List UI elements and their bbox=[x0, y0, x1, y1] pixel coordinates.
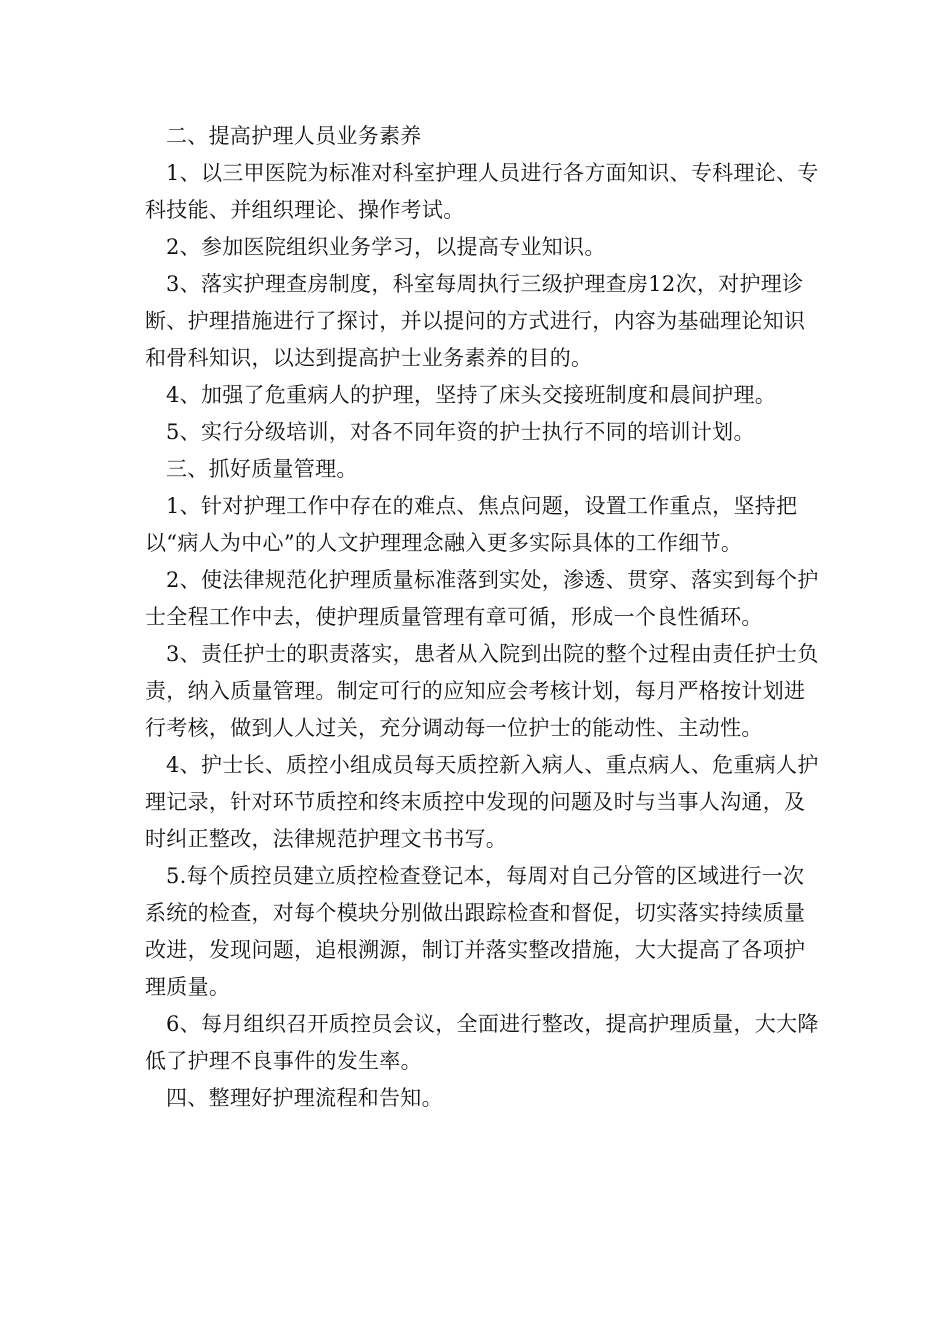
section-heading-4: 四、整理好护理流程和告知。 bbox=[166, 1086, 443, 1110]
paragraph-2-2: 2、参加医院组织业务学习，以提高专业知识。 bbox=[166, 235, 606, 259]
paragraph-2-3: 3、落实护理查房制度，科室每周执行三级护理查房12次，对护理诊断、护理措施进行了探讨，并以提问的方式进行，内容为基础理论知识和骨科知识，以达到提高护士业务素养的目的。 bbox=[145, 272, 806, 370]
paragraph-2-5: 5、实行分级培训，对各不同年资的护士执行不同的培训计划。 bbox=[166, 420, 755, 444]
paragraph-2-4: 4、加强了危重病人的护理，坚持了床头交接班制度和晨间护理。 bbox=[166, 383, 777, 407]
paragraph-3-3: 3、责任护士的职责落实，患者从入院到出院的整个过程由责任护士负责，纳入质量管理。制定可行的应知应会考核计划，每月严格按计划进行考核，做到人人过关，充分调动每一位护士的能动性、主动性。 bbox=[145, 642, 819, 740]
section-heading-2: 二、提高护理人员业务素养 bbox=[166, 124, 422, 148]
paragraph-3-6: 6、每月组织召开质控员会议，全面进行整改，提高护理质量，大大降低了护理不良事件的发生率。 bbox=[145, 1012, 819, 1073]
document-body bbox=[145, 118, 825, 1117]
paragraph-3-1: 1、针对护理工作中存在的难点、焦点问题，设置工作重点，坚持把以“病人为中心”的人文护理理念融入更多实际具体的工作细节。 bbox=[145, 494, 798, 555]
paragraph-3-5: 5.每个质控员建立质控检查登记本，每周对自己分管的区域进行一次系统的检查，对每个模块分别做出跟踪检查和督促，切实落实持续质量改进，发现问题，追根溯源，制订并落实整改措施，大大提高了各项护理质量。 bbox=[145, 864, 806, 999]
paragraph-3-4: 4、护士长、质控小组成员每天质控新入病人、重点病人、危重病人护理记录，针对环节质控和终末质控中发现的问题及时与当事人沟通，及时纠正整改，法律规范护理文书书写。 bbox=[145, 753, 819, 851]
paragraph-2-1: 1、以三甲医院为标准对科室护理人员进行各方面知识、专科理论、专科技能、并组织理论、操作考试。 bbox=[145, 161, 819, 222]
section-heading-3: 三、抓好质量管理。 bbox=[166, 457, 358, 481]
paragraph-3-2: 2、使法律规范化护理质量标准落到实处，渗透、贯穿、落实到每个护士全程工作中去，使护理质量管理有章可循，形成一个良性循环。 bbox=[145, 568, 819, 629]
